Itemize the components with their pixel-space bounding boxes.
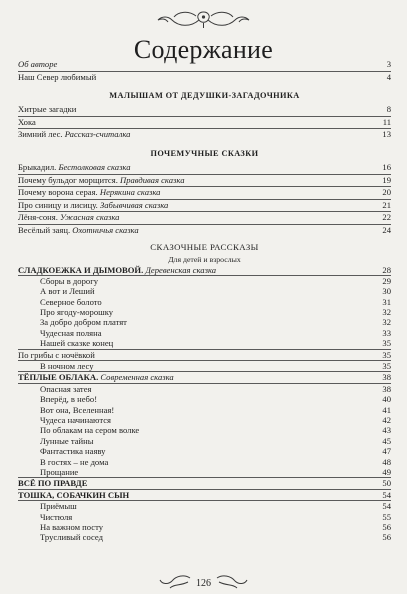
toc-entry[interactable]	[18, 405, 391, 415]
entry-page: 4	[386, 71, 391, 82]
toc-entry[interactable]	[18, 175, 391, 188]
entry-title: Про ягоду-морошку	[40, 307, 114, 318]
toc-entry[interactable]	[18, 104, 391, 117]
toc-entry[interactable]	[18, 129, 391, 141]
entry-title: Весёлый заяц. Охотничья сказка	[18, 224, 139, 235]
toc-entry-our-north[interactable]	[18, 72, 391, 84]
entry-page: 47	[382, 446, 391, 457]
entry-title: Чистюля	[40, 511, 73, 522]
toc-entry[interactable]	[18, 457, 391, 467]
toc-entry[interactable]	[18, 361, 391, 372]
entry-page: 49	[382, 466, 391, 477]
toc-entry[interactable]	[18, 490, 391, 501]
toc-entry[interactable]	[18, 501, 391, 511]
entry-page: 43	[382, 425, 391, 436]
entry-page: 19	[382, 174, 391, 185]
toc-entry-about-author[interactable]	[18, 59, 391, 72]
entry-page: 33	[382, 327, 391, 338]
entry-page: 35	[382, 338, 391, 349]
toc-list	[18, 59, 391, 543]
entry-title: Чудеса начинаются	[40, 415, 111, 425]
entry-title: Наш Север любимый	[18, 71, 97, 82]
entry-title: Брыкадил. Бестолковая сказка	[18, 161, 131, 172]
toc-entry[interactable]	[18, 436, 391, 446]
toc-entry[interactable]	[18, 212, 391, 225]
entry-title: По облакам на сером волке	[40, 425, 140, 436]
entry-title: Об авторе	[18, 59, 58, 69]
toc-entry[interactable]	[18, 117, 391, 130]
toc-entry[interactable]	[18, 307, 391, 317]
toc-entry[interactable]	[18, 328, 391, 338]
entry-page: 11	[382, 116, 391, 127]
toc-entry[interactable]	[18, 317, 391, 327]
entry-page: 38	[382, 372, 391, 383]
entry-title: Трусливый сосед	[40, 532, 104, 543]
entry-title: Северное болото	[40, 296, 102, 307]
entry-page: 30	[382, 286, 391, 297]
entry-title: Прощание	[40, 466, 79, 477]
toc-entry[interactable]	[18, 286, 391, 296]
entry-title: Сборы в дорогу	[40, 275, 99, 286]
entry-page: 20	[382, 187, 391, 198]
entry-page: 40	[382, 394, 391, 405]
entry-title: На важном посту	[40, 521, 104, 532]
toc-entry[interactable]	[18, 297, 391, 307]
section-subheading: Для детей и взрослых	[168, 254, 241, 264]
entry-page: 42	[382, 415, 391, 425]
toc-entry[interactable]	[18, 446, 391, 456]
entry-title: Про синицу и лисицу. Забывчивая сказка	[18, 199, 169, 210]
page-title: Содержание	[133, 35, 274, 64]
entry-page: 22	[382, 212, 391, 223]
toc-entry[interactable]	[18, 478, 391, 489]
entry-title: Нашей сказке конец	[40, 338, 114, 349]
entry-title: Фантастика наяву	[40, 446, 106, 457]
toc-entry[interactable]	[18, 162, 391, 175]
section-heading-riddles: МАЛЫШАМ ОТ ДЕДУШКИ-ЗАГАДОЧНИКА	[109, 91, 300, 101]
toc-entry[interactable]	[18, 225, 391, 237]
entry-page: 48	[382, 456, 391, 467]
toc-entry[interactable]	[18, 372, 391, 383]
toc-entry[interactable]	[18, 276, 391, 286]
toc-entry[interactable]	[18, 522, 391, 532]
toc-entry[interactable]	[18, 187, 391, 200]
entry-title: По грибы с ночёвкой	[18, 349, 95, 360]
toc-entry[interactable]	[18, 350, 391, 361]
entry-page: 35	[382, 361, 391, 372]
entry-title: Хока	[18, 116, 36, 127]
entry-title: ТЁПЛЫЕ ОБЛАКА. Современная сказка	[18, 372, 174, 383]
toc-entry[interactable]	[18, 532, 391, 542]
entry-title: В ночном лесу	[40, 361, 94, 372]
entry-page: 41	[382, 404, 391, 415]
entry-title: СЛАДКОЕЖКА И ДЫМОВОЙ. Деревенская сказка	[18, 264, 217, 275]
toc-entry[interactable]	[18, 200, 391, 213]
entry-title: Зимний лес. Рассказ-считалка	[18, 129, 131, 140]
top-ornament-icon	[150, 8, 257, 30]
entry-title: В гостях – не дома	[40, 456, 109, 467]
entry-page: 50	[382, 478, 391, 489]
entry-page: 32	[382, 317, 391, 328]
toc-entry[interactable]	[18, 265, 391, 276]
entry-page: 3	[386, 59, 391, 69]
entry-page: 45	[382, 435, 391, 446]
entry-title: Приёмыш	[40, 501, 77, 512]
page-number: 126	[196, 578, 211, 589]
toc-entry[interactable]	[18, 425, 391, 435]
entry-title: Лёня-соня. Ужасная сказка	[18, 212, 120, 223]
entry-page: 16	[382, 161, 391, 172]
stories-list	[18, 265, 391, 543]
entry-page: 54	[382, 489, 391, 500]
entry-page: 32	[382, 307, 391, 318]
toc-entry[interactable]	[18, 394, 391, 404]
entry-title: А вот и Леший	[40, 286, 95, 297]
entry-title: ВСЁ ПО ПРАВДЕ	[18, 478, 88, 489]
entry-title: Почему бульдог морщится. Правдивая сказка	[18, 174, 185, 185]
entry-title: ТОШКА, СОБАЧКИН СЫН	[18, 489, 130, 500]
entry-page: 38	[382, 383, 391, 394]
entry-page: 56	[382, 521, 391, 532]
entry-title: Чудесная поляна	[40, 327, 102, 338]
entry-page: 56	[382, 532, 391, 543]
entry-page: 29	[382, 275, 391, 286]
entry-page: 8	[386, 104, 391, 115]
entry-page: 21	[382, 199, 391, 210]
entry-page: 24	[382, 224, 391, 235]
entry-title: Опасная затея	[40, 383, 92, 394]
entry-page: 13	[382, 129, 391, 140]
bottom-ornament-icon	[150, 572, 257, 594]
toc-entry[interactable]	[18, 384, 391, 394]
entry-page: 31	[382, 296, 391, 307]
entry-title: За добро добром платят	[40, 317, 127, 328]
toc-entry[interactable]	[18, 415, 391, 425]
section-heading-why-tales: ПОЧЕМУЧНЫЕ СКАЗКИ	[150, 148, 259, 158]
entry-title: Хитрые загадки	[18, 104, 77, 115]
entry-title: Почему ворона серая. Нерякина сказка	[18, 187, 161, 198]
entry-page: 28	[382, 264, 391, 275]
toc-entry[interactable]	[18, 512, 391, 522]
toc-entry[interactable]	[18, 338, 391, 349]
entry-title: Вперёд, в небо!	[40, 394, 98, 405]
entry-title: Вот она, Вселенная!	[40, 404, 115, 415]
entry-page: 54	[382, 501, 391, 512]
entry-title: Лунные тайны	[40, 435, 94, 446]
entry-page: 35	[382, 349, 391, 360]
entry-page: 55	[382, 511, 391, 522]
section-heading-stories: СКАЗОЧНЫЕ РАССКАЗЫ	[150, 241, 259, 252]
toc-entry[interactable]	[18, 467, 391, 478]
